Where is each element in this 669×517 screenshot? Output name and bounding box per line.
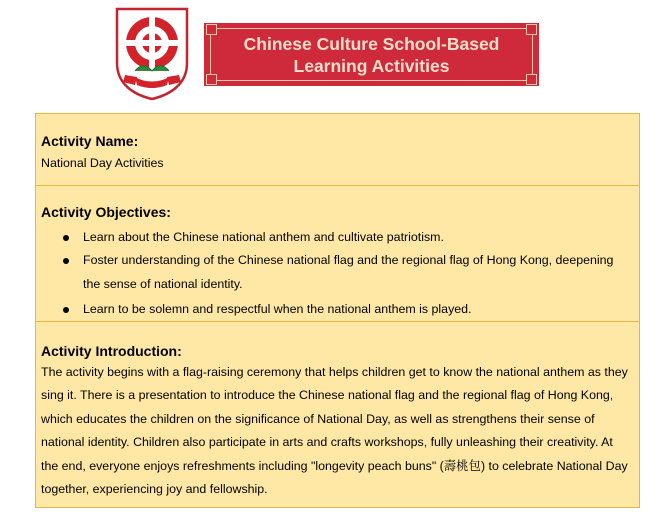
school-crest-icon (111, 5, 193, 101)
objective-item (63, 226, 633, 249)
title-banner (204, 23, 539, 86)
page-title-line-1: Chinese Culture School-Based (243, 34, 500, 54)
page-title (204, 33, 539, 77)
objectives-section (35, 185, 640, 322)
introduction-heading: Activity Introduction: (41, 343, 182, 359)
introduction-text: The activity begins with a flag-raising ceremony that helps children get to know the national anthem as they sing it. There is a presentation to introduce the Chinese national flag and the regional flag of Hong Kong, which educates the children on the significance of National Day, as well as strengthens their sense of national identity. Children also participate in arts and crafts workshops, fully unleashing their creativity. At the end, everyone enjoys refreshments including "longevity peach buns" (壽桃包) to celebrate National Day together, experiencing joy and fellowship. (41, 365, 628, 497)
objectives-list (63, 226, 633, 322)
bullet-icon (63, 235, 69, 241)
objective-item (63, 249, 633, 296)
bullet-icon (63, 258, 69, 264)
bullet-icon (63, 307, 69, 313)
objectives-heading: Activity Objectives: (41, 204, 171, 220)
objective-item (63, 298, 633, 321)
activity-name-heading: Activity Name: (41, 133, 139, 149)
objective-text: Learn about the Chinese national anthem and cultivate patriotism. (83, 230, 444, 244)
introduction-section (35, 321, 640, 508)
page-title-line-2: Learning Activities (293, 56, 450, 76)
activity-name-value: National Day Activities (41, 156, 164, 170)
activity-name-section (35, 113, 640, 186)
objective-text: Learn to be solemn and respectful when the national anthem is played. (83, 302, 472, 317)
objective-text: Foster understanding of the Chinese national flag and the regional flag of Hong Kong, deepening the sense of national identity. (83, 253, 614, 291)
